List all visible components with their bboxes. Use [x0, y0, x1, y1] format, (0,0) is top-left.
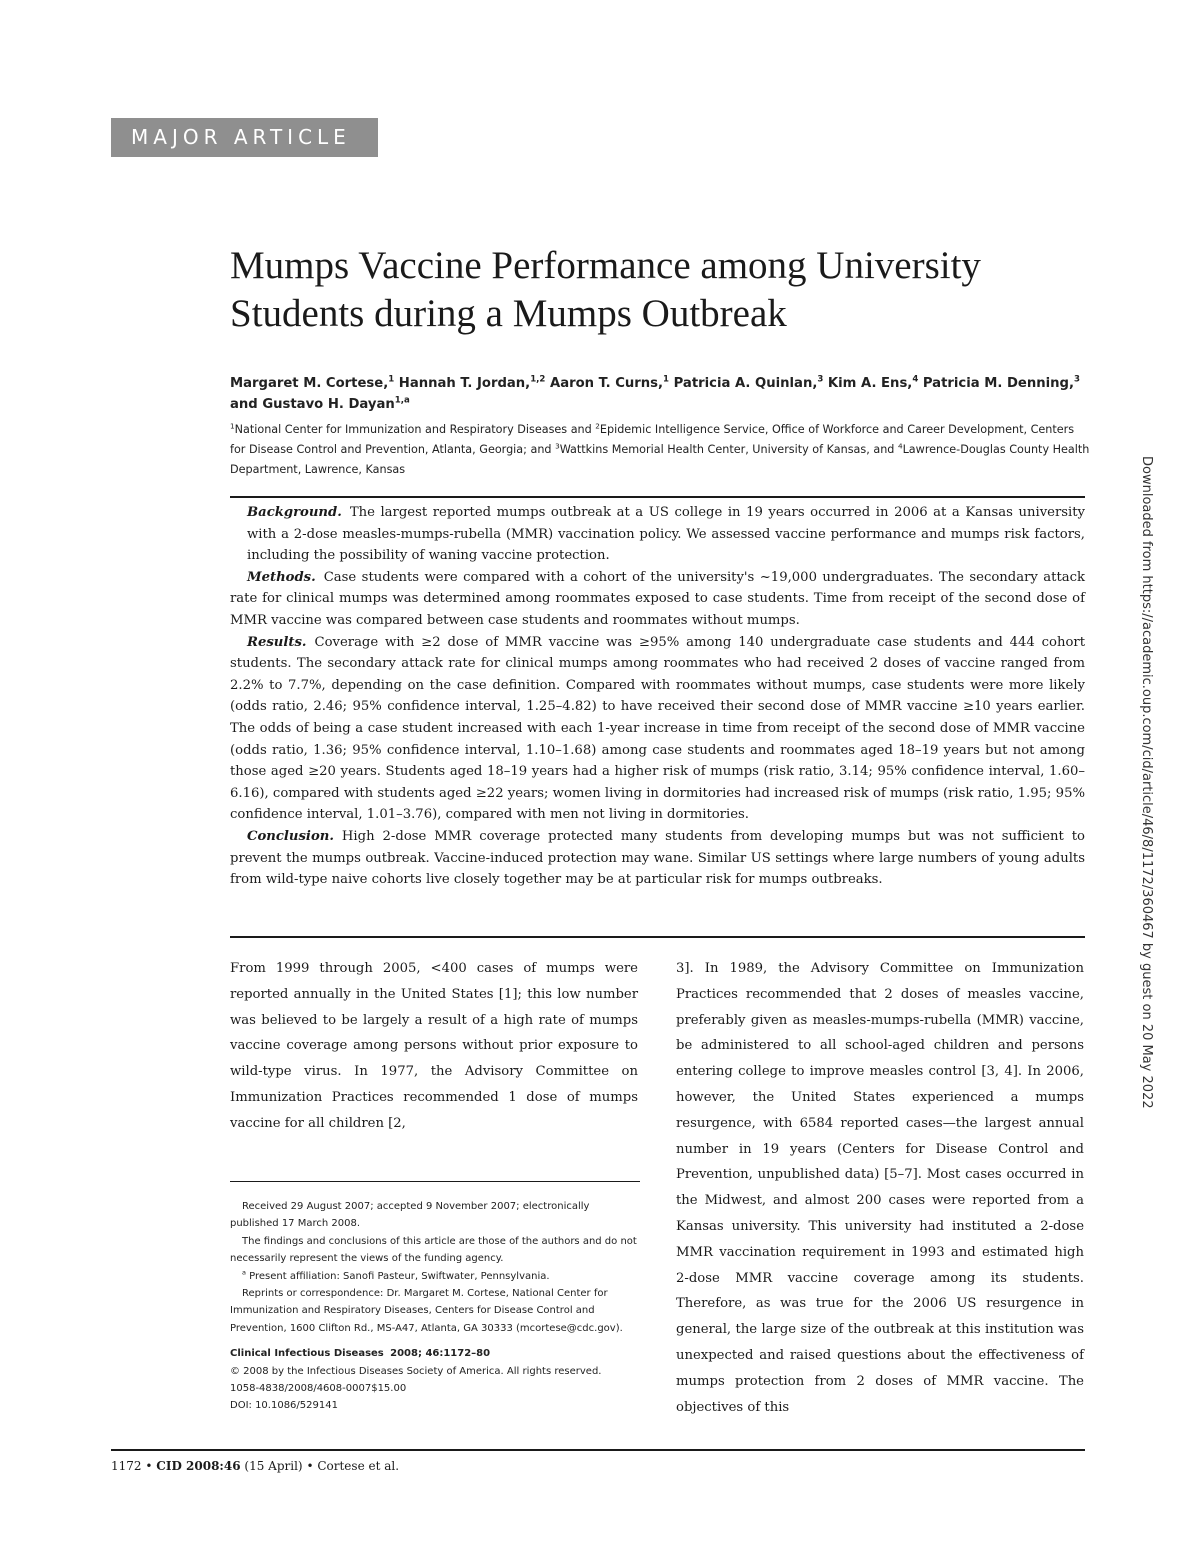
- abstract-text: Coverage with ≥2 dose of MMR vaccine was ≥95% among 140 undergraduate case students and 444 cohort students. The secondary attack rate for clinical mumps among roommates who had received 2 doses of vaccine ranged from 2.2% to 7.7%, depending on the case definition. Compared with roommates without mumps, case students were more likely (odds ratio, 2.46; 95% confidence interval, 1.25–4.82) to have received their second dose of MMR vaccine ≥10 years earlier. The odds of being a case student increased with each 1-year increase in time from receipt of the second dose of MMR vaccine (odds ratio, 1.36; 95% confidence interval, 1.10–1.68) among case students and roommates aged 18–19 years but not among those aged ≥20 years. Students aged 18–19 years had a higher risk of mumps (risk ratio, 3.14; 95% confidence interval, 1.60–6.16), compared with students aged ≥22 years; women living in dormitories had increased risk of mumps (risk ratio, 1.95; 95% confidence interval, 1.01–3.76), compared with men not living in dormitories.: [230, 634, 1085, 823]
- citation-text: 2008; 46:1172–80: [390, 1348, 491, 1360]
- abstract-label: Background.: [247, 505, 342, 520]
- footer-separator: •: [145, 1459, 153, 1473]
- author-affiliation-marker: 1: [388, 374, 395, 385]
- affiliation-marker: 2: [595, 421, 600, 431]
- abstract-text: High 2-dose MMR coverage protected many students from developing mumps but was not sufficient to prevent the mumps outbreak. Vaccine-induced protection may wane. Similar US settings where large numbers of young adults from wild-type naive cohorts live closely together may be at particular risk for mumps outbreaks.: [230, 828, 1085, 888]
- journal-citation: [230, 1345, 640, 1362]
- footer-separator: •: [306, 1459, 314, 1473]
- journal-name: Clinical Infectious Diseases: [230, 1348, 384, 1360]
- author-affiliation-marker: 1,a: [394, 395, 410, 406]
- abstract-label: Methods.: [247, 569, 316, 585]
- abstract-conclusion: [230, 826, 1085, 891]
- affiliation-marker: 1: [230, 421, 235, 431]
- author-list: [230, 373, 1090, 415]
- author-name: Aaron T. Curns,: [549, 376, 664, 391]
- footnotes: [230, 1198, 640, 1415]
- footer-date: (15 April): [244, 1459, 303, 1473]
- affiliation-text: Wattkins Memorial Health Center, University of Kansas, and: [559, 443, 898, 456]
- abstract-methods: [230, 567, 1085, 632]
- abstract-results: [230, 632, 1085, 826]
- author-name: and Gustavo H. Dayan: [230, 397, 395, 412]
- issn-note: 1058-4838/2008/4608-0007$15.00: [230, 1383, 407, 1395]
- author-name: Patricia M. Denning,: [922, 376, 1074, 391]
- affiliation-text: Epidemic Intelligence Service, Office of Workforce and Career Development, Centers for Disease Control and Prevention, Atlanta, Georgia; and: [230, 423, 1075, 456]
- abstract-label: Conclusion.: [247, 828, 334, 844]
- author-name: Patricia A. Quinlan,: [673, 376, 818, 391]
- footer-author: Cortese et al.: [317, 1459, 400, 1473]
- reprints-note: Reprints or correspondence: Dr. Margaret M. Cortese, National Center for Immunization and Respiratory Diseases, Centers for Disease Control and Prevention, 1600 Clifton Rd., MS-A47, Atlanta, GA 30333 (mcortese@cdc.gov).: [230, 1288, 623, 1334]
- author-affiliation-marker: 4: [912, 374, 919, 385]
- author-name: Hannah T. Jordan,: [398, 376, 531, 391]
- article-type-banner: MAJOR ARTICLE: [111, 118, 378, 157]
- body-column-right: [676, 956, 1084, 1420]
- disclaimer-note: The findings and conclusions of this article are those of the authors and do not necessarily represent the views of the funding agency.: [230, 1235, 637, 1265]
- doi-note: DOI: 10.1086/529141: [230, 1400, 338, 1412]
- download-watermark: [1136, 456, 1156, 1116]
- author-affiliation-marker: 1,2: [530, 374, 546, 385]
- abstract-background: [230, 502, 1085, 567]
- footnote-marker: a: [242, 1268, 246, 1277]
- abstract-text: The largest reported mumps outbreak at a US college in 19 years occurred in 2006 at a Kansas university with a 2-dose measles-mumps-rubella (MMR) vaccination policy. We assessed vaccine performance and mumps risk factors, including the possibility of waning vaccine protection.: [247, 505, 1085, 564]
- footer-journal: CID 2008:46: [156, 1459, 241, 1473]
- article-title: Mumps Vaccine Performance among University Students during a Mumps Outbreak: [230, 244, 981, 335]
- footer-rule: [111, 1449, 1085, 1451]
- affiliation-text: Lawrence-Douglas County Health Department, Lawrence, Kansas: [230, 443, 1090, 476]
- received-note: Received 29 August 2007; accepted 9 November 2007; electronically published 17 March 2008.: [230, 1201, 590, 1230]
- body-paragraph: 3]. In 1989, the Advisory Committee on Immunization Practices recommended that 2 doses of measles vaccine, preferably given as measles-mumps-rubella (MMR) vaccine, be administered to all school-aged children and persons entering college to improve measles control [3, 4]. In 2006, however, the United States experienced a mumps resurgence, with 6584 reported cases—the largest annual number in 19 years (Centers for Disease Control and Prevention, unpublished data) [5–7]. Most cases occurred in the Midwest, and almost 200 cases were reported from a Kansas university. This university had instituted a 2-dose MMR vaccination requirement in 1993 and estimated high 2-dose MMR vaccine coverage among its students. Therefore, as was true for the 2006 US resurgence in general, the large size of the outbreak at this institution was unexpected and raised questions about the effectiveness of mumps protection from 2 doses of MMR vaccine. The objectives of this: [676, 961, 1084, 1415]
- author-name: Margaret M. Cortese,: [230, 376, 389, 391]
- page-footer: [111, 1459, 811, 1473]
- affiliation-text: National Center for Immunization and Respiratory Diseases and: [234, 423, 596, 436]
- affiliation-marker: 3: [555, 441, 560, 451]
- affiliation-marker: 4: [897, 441, 903, 451]
- abstract: [230, 502, 1085, 891]
- copyright-note: © 2008 by the Infectious Diseases Society of America. All rights reserved.: [230, 1365, 602, 1377]
- page-number: 1172: [111, 1459, 142, 1473]
- author-name: Kim A. Ens,: [827, 376, 913, 391]
- body-paragraph: From 1999 through 2005, <400 cases of mumps were reported annually in the United States [1]; this low number was believed to be largely a result of a high rate of mumps vaccine coverage among persons without prior exposure to wild-type virus. In 1977, the Advisory Committee on Immunization Practices recommended 1 dose of mumps vaccine for all children [2,: [230, 961, 638, 1131]
- affiliations: [230, 420, 1090, 480]
- abstract-label: Results.: [247, 634, 307, 650]
- author-affiliation-marker: 3: [817, 374, 824, 385]
- present-affiliation-note: [230, 1268, 640, 1285]
- abstract-top-rule: [230, 496, 1085, 498]
- author-affiliation-marker: 3: [1074, 374, 1080, 385]
- present-affiliation-text: Present affiliation: Sanofi Pasteur, Swiftwater, Pennsylvania.: [245, 1270, 550, 1282]
- author-affiliation-marker: 1: [663, 374, 670, 385]
- watermark-text: Downloaded from https://academic.oup.com/cid/article/46/8/1172/360467 by guest on 20 May 2022: [1139, 456, 1154, 1109]
- body-column-left: [230, 956, 638, 1137]
- abstract-text: Case students were compared with a cohort of the university's ~19,000 undergraduates. The secondary attack rate for clinical mumps was determined among roommates exposed to case students. Time from receipt of the second dose of MMR vaccine was compared between case students and roommates without mumps.: [230, 569, 1085, 628]
- footnote-rule: [230, 1181, 640, 1182]
- abstract-bottom-rule: [230, 936, 1085, 938]
